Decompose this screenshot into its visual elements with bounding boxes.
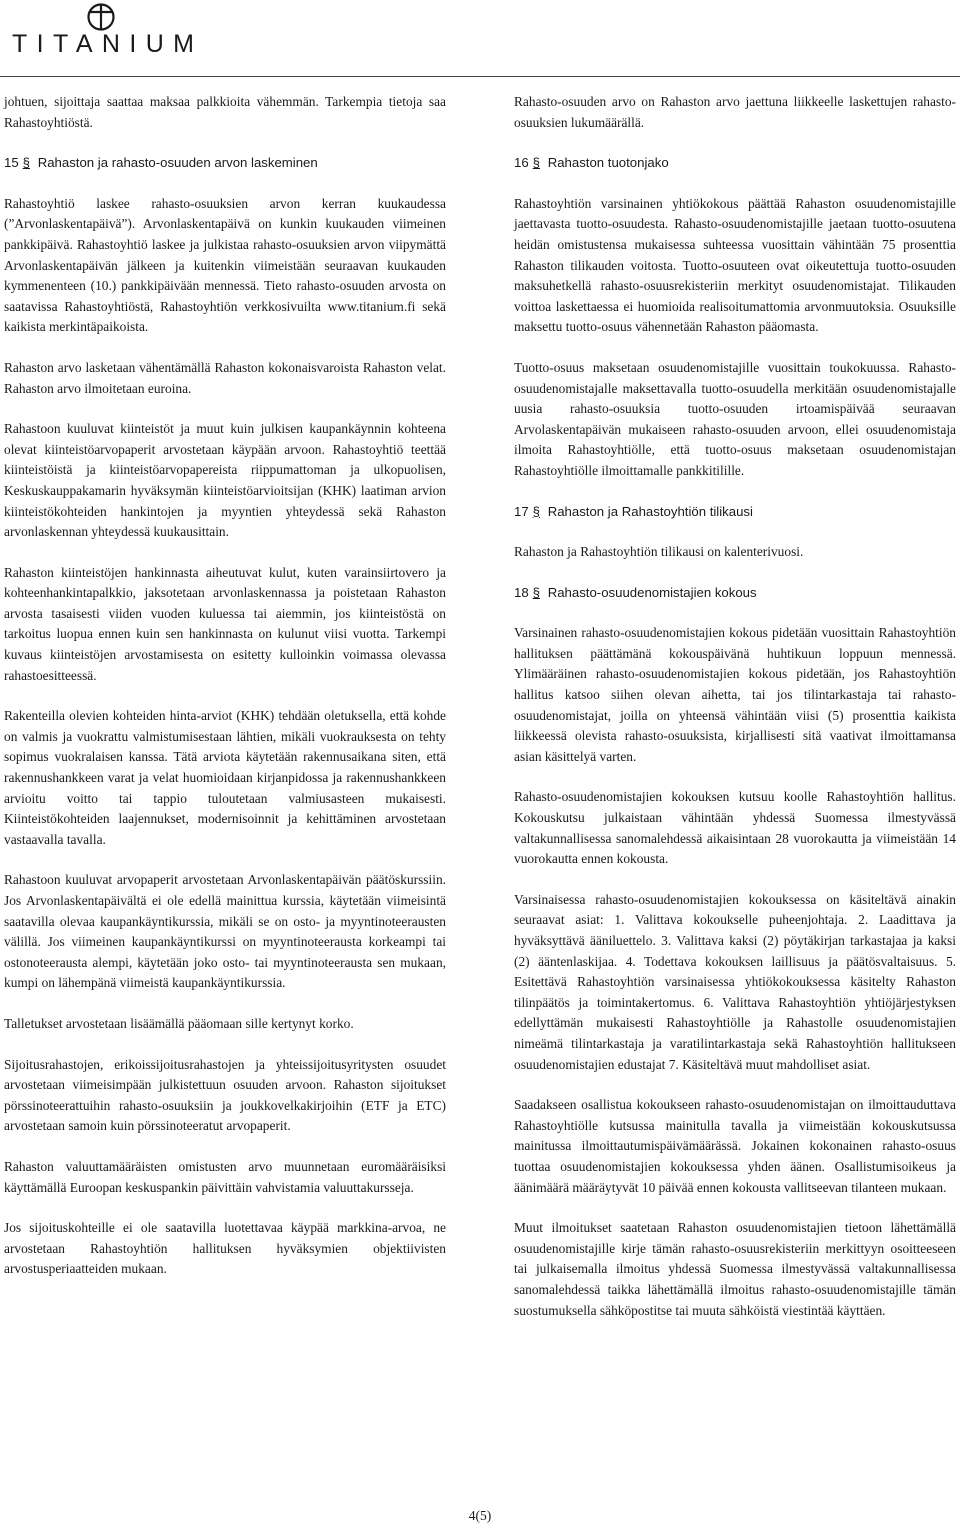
s15-paragraph: Rahastoon kuuluvat kiinteistöt ja muut kuin julkisen kaupankäynnin kohteena olevat kiinteistöarvopaperit arvostetaan käypään arvoon. Rahastoyhtiö teettää kiinteistöistä ja kiinteistöarvopapereista riippumattoman ja ulkopuolisen, Keskuskauppakamarin hyväksymän kiinteistöarvioitsijan (KHK) laatiman arvion kiinteistökohteiden hankintojen ja myyntien yhteydessä sekä Rahaston arvonlaskennan yhteydessä kuukausittain. bbox=[4, 421, 446, 540]
section-symbol: § bbox=[532, 584, 541, 600]
right-intro-paragraph: Rahasto-osuuden arvo on Rahaston arvo jaettuna liikkeelle laskettujen rahasto-osuuksien lukumäärällä. bbox=[514, 94, 956, 130]
s18-paragraph: Varsinainen rahasto-osuudenomistajien kokous pidetään vuosittain Rahastoyhtiön hallituksen päättämänä kokouspäivänä huhtikuun loppuun mennessä. Ylimääräinen rahasto-osuudenomistajien kokous pidetään, jos Rahastoyhtiön hallitus katsoo siihen olevan aihetta, tai jos tilintarkastaja tai rahasto-osuudenomistajat, joilla on yhteensä vähintään viisi (5) prosenttia kaikista liikkeessä olevista rahasto-osuuksista, kirjallisesti sitä vaativat ilmoittamansa asian käsittelyä varten. bbox=[514, 625, 956, 764]
titanium-logo-text: TITANIUM bbox=[12, 30, 204, 58]
section-symbol: § bbox=[532, 503, 541, 519]
section-16-title: Rahaston tuotonjako bbox=[547, 155, 669, 171]
section-17-number: 17 bbox=[514, 503, 529, 519]
section-18-title: Rahasto-osuudenomistajien kokous bbox=[547, 584, 757, 600]
section-16-number: 16 bbox=[514, 155, 529, 171]
section-15-heading bbox=[4, 153, 446, 174]
section-17-heading bbox=[514, 502, 956, 523]
right-column bbox=[514, 92, 956, 1341]
section-symbol: § bbox=[22, 155, 31, 171]
header-rule bbox=[0, 76, 960, 77]
s18-paragraph: Saadakseen osallistua kokoukseen rahasto-osuudenomistajan on ilmoittauduttava Rahastoyhtiölle kutsussa mainitulla tavalla ja viimeistään kokouskutsussa mainitussa ilmoittautumispäivämäärässä. Jokainen kokonainen rahasto-osuus tuottaa osuudenomistajien kokouksessa yhden äänen. Osallistumisoikeus ja äänimäärä määräytyvät 10 päivää ennen kokousta vallitseevan tilanteen mukaan. bbox=[514, 1097, 956, 1195]
section-18-number: 18 bbox=[514, 584, 529, 600]
s15-paragraph: Rahaston kiinteistöjen hankinnasta aiheutuvat kulut, kuten varainsiirtovero ja kohteenhankintapalkkio, jaksotetaan arvonlaskennassa ja poistetaan Rahaston arvosta tasaisesti viiden vuoden kuluessa tai aiemmin, jos kiinteistöstä on tarkoitus luopua ennen kuin sen hankinnasta on kulunut viisi vuotta. Tarkempi kuvaus kiinteistöjen arvostamisesta on esitetty kulloinkin voimassa olevassa rahastoesitteessä. bbox=[4, 564, 446, 683]
s15-paragraph: Rakenteilla olevien kohteiden hinta-arviot (KHK) tehdään oletuksella, että kohde on valmis ja vuokrattu valmistumisestaan lähtien, mikäli vuokrauksesta on tehty sopimus vuokralaisen kanssa. Tätä arviota käytetään rakennusaikana siten, että rakennushankkeen varat ja velat huomioidaan kirjanpidossa ja rakennushankkeen arvioitu voitto tai tappio tuloutetaan valmiusasteen mukaisesti. Kiinteistökohteiden laajennukset, modernisoinnit ja kehittäminen arvostetaan vastaavalla tavalla. bbox=[4, 708, 446, 847]
s18-paragraph: Rahasto-osuudenomistajien kokouksen kutsuu koolle Rahastoyhtiön hallitus. Kokouskutsu julkaistaan vähintään yhdessä Suomessa ilmestyvässä valtakunnallisessa sanomalehdessä aikaisintaan 28 vuorokautta ja viimeistään 14 vuorokautta ennen kokousta. bbox=[514, 789, 956, 867]
titanium-logo-mark-icon bbox=[84, 3, 118, 31]
section-symbol: § bbox=[532, 155, 541, 171]
s15-paragraph: Rahaston arvo lasketaan vähentämällä Rahaston kokonaisvaroista Rahaston velat. Rahaston arvo ilmoitetaan euroina. bbox=[4, 359, 446, 396]
section-18-heading bbox=[514, 583, 956, 604]
s15-paragraph: Rahastoon kuuluvat arvopaperit arvostetaan Arvonlaskentapäivän päätöskurssiin. Jos Arvonlaskentapäivältä ei ole edellä mainittua kurssia, käytetään viimeisintä saatavilla olevaa kaupankäyntikurssia, mikäli se on osto- ja myyntinoteerausten välillä. Jos viimeinen kaupankäyntikurssi on myyntinoteerausta korkeampi tai ostonoteerausta alempi, käytetään joko osto- tai myyntinoteerausta sen mukaan, kumpi on lähempänä viimeistä kaupankäyntikurssia. bbox=[4, 872, 446, 991]
s15-paragraph: Rahaston valuuttamääräisten omistusten arvo muunnetaan euromääräisiksi käyttämällä Euroopan keskuspankin päivittäin vahvistamia valuuttakursseja. bbox=[4, 1158, 446, 1195]
section-15-title: Rahaston ja rahasto-osuuden arvon laskeminen bbox=[37, 155, 318, 171]
s16-paragraph: Rahastoyhtiön varsinainen yhtiökokous päättää Rahaston osuudenomistajille jaettavasta tuotto-osuudesta. Rahasto-osuudenomistajille jaetaan tuotto-osuutena heidän omistustensa mukaisessa suhteessa vuosittain vähintään 75 prosenttia Rahaston tilikauden voitosta. Tuotto-osuuteen ovat oikeutettuja tuotto-osuuden maksuhetkellä rahasto-osuusrekisteriin merkityt osuudenomistajat. Tilikauden voittoa laskettaessa ei huomioida realisoitumattomia arvonmuutoksia. Osuuksille maksettu tuotto-osuus vähennetään Rahaston pääomasta. bbox=[514, 195, 956, 335]
left-intro-paragraph: johtuen, sijoittaja saattaa maksaa palkkioita vähemmän. Tarkempia tietoja saa Rahastoyhtiöstä. bbox=[4, 94, 446, 130]
titanium-logo bbox=[0, 0, 240, 72]
s18-paragraph: Muut ilmoitukset saatetaan Rahaston osuudenomistajien tietoon lähettämällä osuudenomistajille kirje tämän rahasto-osuusrekisteriin merkittyyn osoitteeseen tai julkaisemalla ilmoitus yhdessä Suomessa ilmestyvässä valtakunnallisessa sanomalehdessä taikka lähettämällä ilmoitus rahasto-osuudenomistajille tämän suostumuksella sähköpostitse tai muuta sähköistä viestintää käyttäen. bbox=[514, 1220, 956, 1318]
s15-paragraph: Sijoitusrahastojen, erikoissijoitusrahastojen ja yhteissijoitusyritysten osuudet arvostetaan viimeisimpään julkistettuun osuuden arvoon. Rahaston sijoitukset pörssinoteerattuihin rahasto-osuuksiin ja joukkovelkakirjoihin (ETF ja ETC) arvostetaan samoin kuin pörssinoteeratut arvopaperit. bbox=[4, 1056, 446, 1134]
s15-paragraph: Rahastoyhtiö laskee rahasto-osuuksien arvon kerran kuukaudessa (”Arvonlaskentapäivä”). Arvonlaskentapäivä on kunkin kuukauden viimeinen pankkipäivä. Rahastoyhtiö laskee ja julkistaa rahasto-osuuksien arvon viipymättä Arvonlaskentapäivän jälkeen ja kuitenkin viimeistään seuraavan kuukauden kymmenenteen (10.) pankkipäivään mennessä. Tieto rahasto-osuuden arvosta on saatavissa Rahastoyhtiöstä, Rahastoyhtiön verkkosivuilta www.titanium.fi sekä kaikista merkintäpaikoista. bbox=[4, 195, 446, 335]
section-16-heading bbox=[514, 153, 956, 174]
section-15-number: 15 bbox=[4, 155, 19, 171]
s16-paragraph: Tuotto-osuus maksetaan osuudenomistajille vuosittain toukokuussa. Rahasto-osuudenomistajalle maksettavalla tuotto-osuudella merkitään osuudenomistajalle uusia rahasto-osuuksia tuotto-osuuden irtoamispäivää seuraavan Arvolaskentapäivän mukaiseen rahasto-osuuden arvoon, ellei osuudenomistaja ilmoita Rahastoyhtiölle, että tuotto-osuus maksetaan osuudenomistajan Rahastoyhtiölle ilmoittamalle pankkitilille. bbox=[514, 359, 956, 478]
section-17-title: Rahaston ja Rahastoyhtiön tilikausi bbox=[547, 503, 753, 519]
left-column bbox=[4, 92, 446, 1300]
s15-paragraph: Jos sijoituskohteille ei ole saatavilla luotettavaa käypää markkina-arvoa, ne arvostetaan Rahastoyhtiön hallituksen hyväksymien objektiivisten arvostusperiaatteiden mukaan. bbox=[4, 1220, 446, 1277]
page-number: 4(5) bbox=[468, 1508, 492, 1523]
s18-paragraph: Varsinaisessa rahasto-osuudenomistajien kokouksessa on käsiteltävä ainakin seuraavat asiat: 1. Valittava kokoukselle puheenjohtaja. 2. Laadittava ja hyväksyttävä ääniluettelo. 3. Valittava kaksi (2) pöytäkirjan tarkastajaa ja kaksi (2) ääntenlaskijaa. 4. Todettava kokouksen laillisuus ja päätösvaltaisuus. 5. Esitettävä Rahastoyhtiön varsinaisessa yhtiökokouksessa käsitelty Rahaston tilinpäätös ja toimintakertomus. 6. Valittava Rahastoyhtiön yhtiöjärjestyksen edellyttämän mukaisesti Rahastoyhtiölle ja Rahastolle osuudenomistajien nimeämä tilintarkastaja ja varatilintarkastaja sekä Rahastoyhtiön hallitukseen osuudenomistajien edustajat 7. Käsiteltävä muut mahdolliset asiat. bbox=[514, 891, 956, 1072]
s15-paragraph: Talletukset arvostetaan lisäämällä pääomaan sille kertynyt korko. bbox=[4, 1015, 354, 1031]
s17-paragraph: Rahaston ja Rahastoyhtiön tilikausi on kalenterivuosi. bbox=[514, 544, 804, 560]
